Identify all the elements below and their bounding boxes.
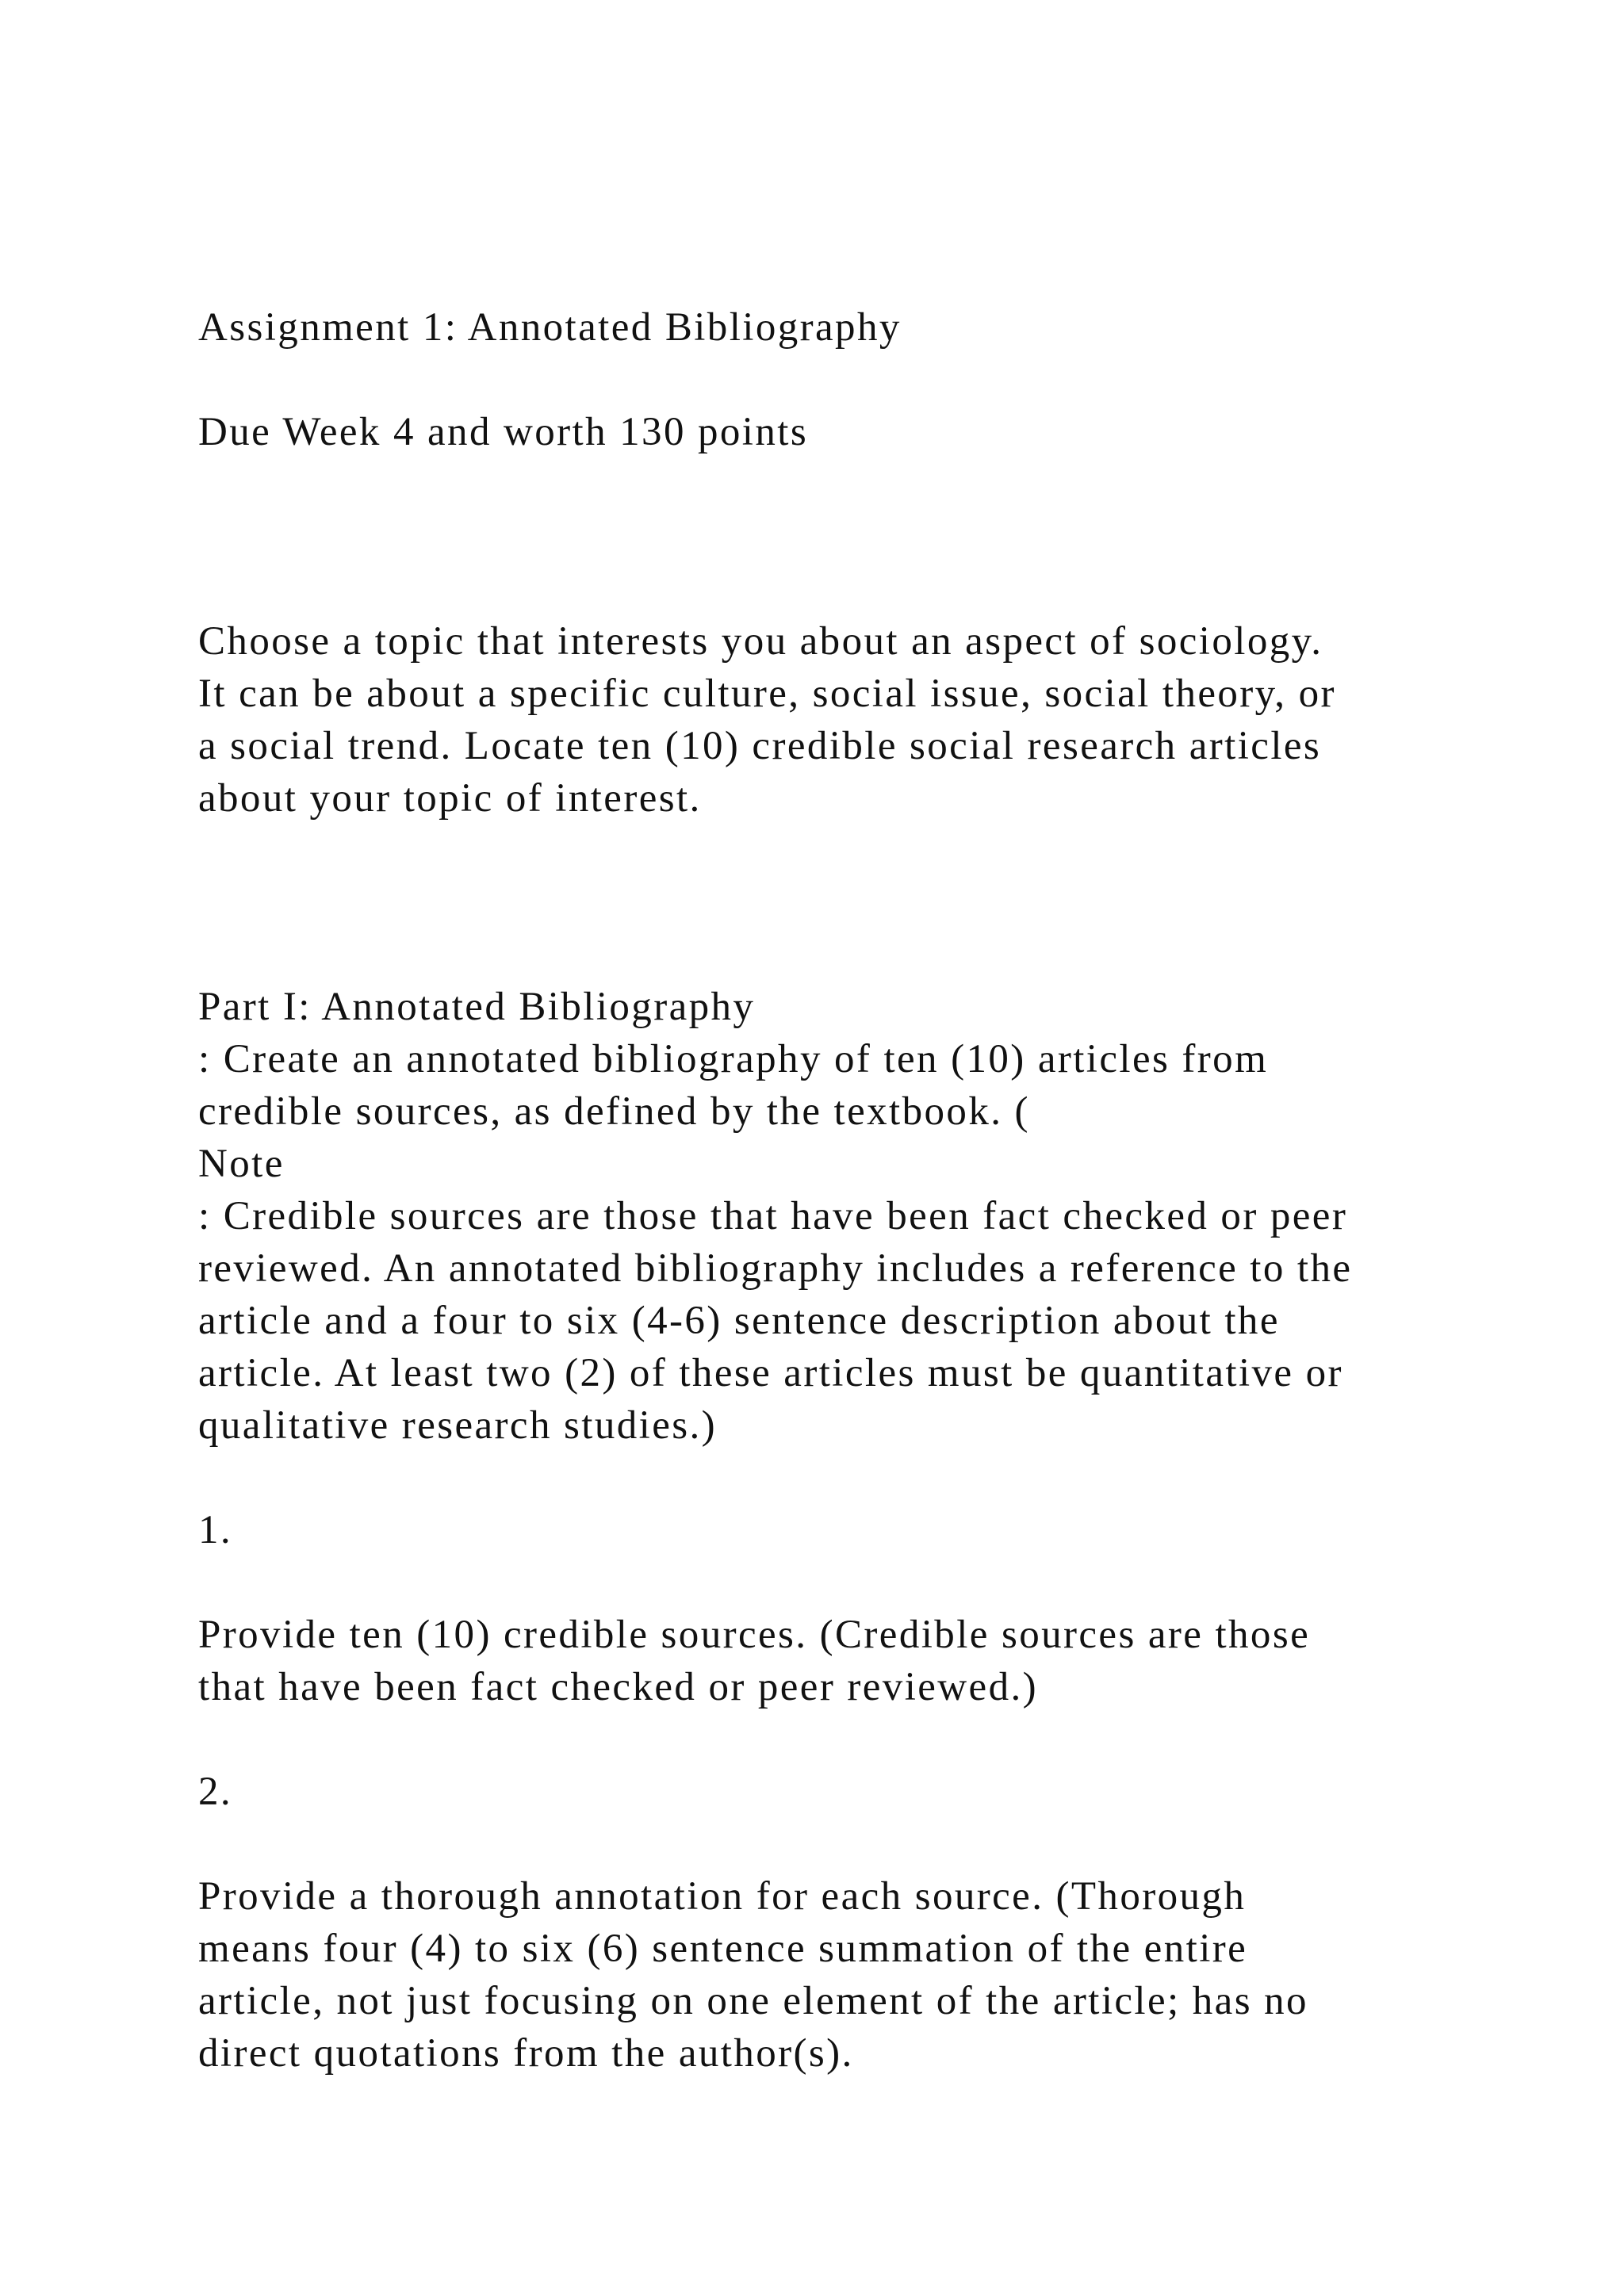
part-one-line: qualitative research studies.): [198, 1403, 718, 1448]
list-item-number: 1.: [198, 1508, 233, 1552]
part-one-line: article and a four to six (4-6) sentence description about the: [198, 1299, 1280, 1343]
list-item-line: Provide a thorough annotation for each source. (Thorough: [198, 1874, 1247, 1919]
intro-line: a social trend. Locate ten (10) credible social research articles: [198, 724, 1322, 768]
part-one-line: : Credible sources are those that have been fact checked or peer: [198, 1194, 1348, 1238]
list-item-line: direct quotations from the author(s).: [198, 2031, 854, 2076]
part-one-line: credible sources, as defined by the textbook. (: [198, 1089, 1030, 1134]
list-item-line: Provide ten (10) credible sources. (Credible sources are those: [198, 1613, 1311, 1657]
part-one-line: article. At least two (2) of these articles must be quantitative or: [198, 1351, 1343, 1395]
part-one-heading: Part I: Annotated Bibliography: [198, 985, 756, 1029]
note-label: Note: [198, 1142, 285, 1186]
assignment-title: Assignment 1: Annotated Bibliography: [198, 305, 902, 350]
due-line: Due Week 4 and worth 130 points: [198, 410, 809, 454]
list-item-line: that have been fact checked or peer reviewed.): [198, 1665, 1039, 1709]
list-item-number: 2.: [198, 1770, 233, 1814]
intro-line: Choose a topic that interests you about an aspect of sociology.: [198, 619, 1323, 664]
intro-line: It can be about a specific culture, social issue, social theory, or: [198, 672, 1336, 716]
part-one-line: : Create an annotated bibliography of ten (10) articles from: [198, 1037, 1269, 1081]
list-item-line: article, not just focusing on one element of the article; has no: [198, 1979, 1308, 2023]
list-item-line: means four (4) to six (6) sentence summation of the entire: [198, 1927, 1248, 1971]
intro-line: about your topic of interest.: [198, 776, 702, 821]
part-one-line: reviewed. An annotated bibliography includes a reference to the: [198, 1246, 1353, 1291]
